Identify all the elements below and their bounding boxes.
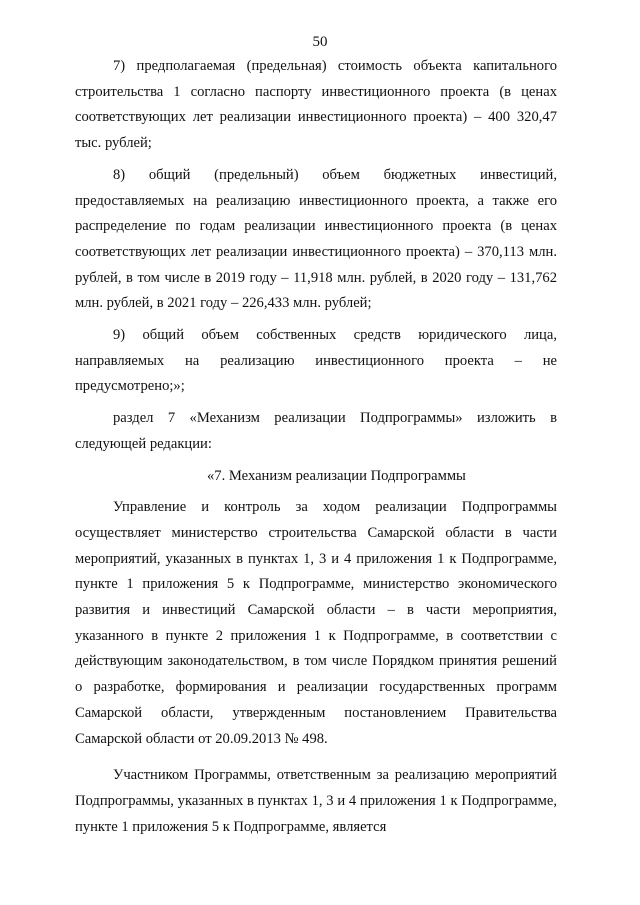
section-paragraph-management: Управление и контроль за ходом реализации Подпрограммы осуществляет министерство строительства Самарской области в части мероприятий, указанных в пунктах 1, 3 и 4 приложения 1 к Подпрограмме, пункте 1 приложения 5 к Подпрограмме, министерство экономического развития и инвестиций Самарской области – в части мероприятия, указанного в пункте 2 приложения 1 к Подпрограмме, в соответствии с действующим законодательством, в том числе Порядком принятия решений о разработке, формирования и реализации государственных программ Самарской области, утвержденным постановлением Правительства Самарской области от 20.09.2013 № 498. [75,499,557,747]
paragraph-item-9: 9) общий объем собственных средств юридического лица, направляемых на реализацию инвестиционного проекта – не предусмотрено;»; [75,327,557,395]
section-paragraph-participant: Участником Программы, ответственным за реализацию мероприятий Подпрограммы, указанных в пунктах 1, 3 и 4 приложения 1 к Подпрограмме, пункте 1 приложения 5 к Подпрограмме, является [75,767,557,835]
paragraph-item-8: 8) общий (предельный) объем бюджетных инвестиций, предоставляемых на реализацию инвестиционного проекта, а также его распределение по годам реализации инвестиционного проекта (в ценах соответствующих лет реализации инвестиционного проекта) – 370,113 млн. рублей, в том числе в 2019 году – 11,918 млн. рублей, в 2020 году – 131,762 млн. рублей, в 2021 году – 226,433 млн. рублей; [75,166,557,312]
document-body [75,54,557,840]
paragraph-item-7: 7) предполагаемая (предельная) стоимость объекта капитального строительства 1 согласно паспорту инвестиционного проекта (в ценах соответствующих лет реализации инвестиционного проекта) – 400 320,47 тыс. рублей; [75,58,557,152]
paragraph-section-instruction: раздел 7 «Механизм реализации Подпрограммы» изложить в следующей редакции: [75,410,557,452]
section-heading: «7. Механизм реализации Подпрограммы [207,467,466,484]
page-number: 50 [312,34,328,50]
